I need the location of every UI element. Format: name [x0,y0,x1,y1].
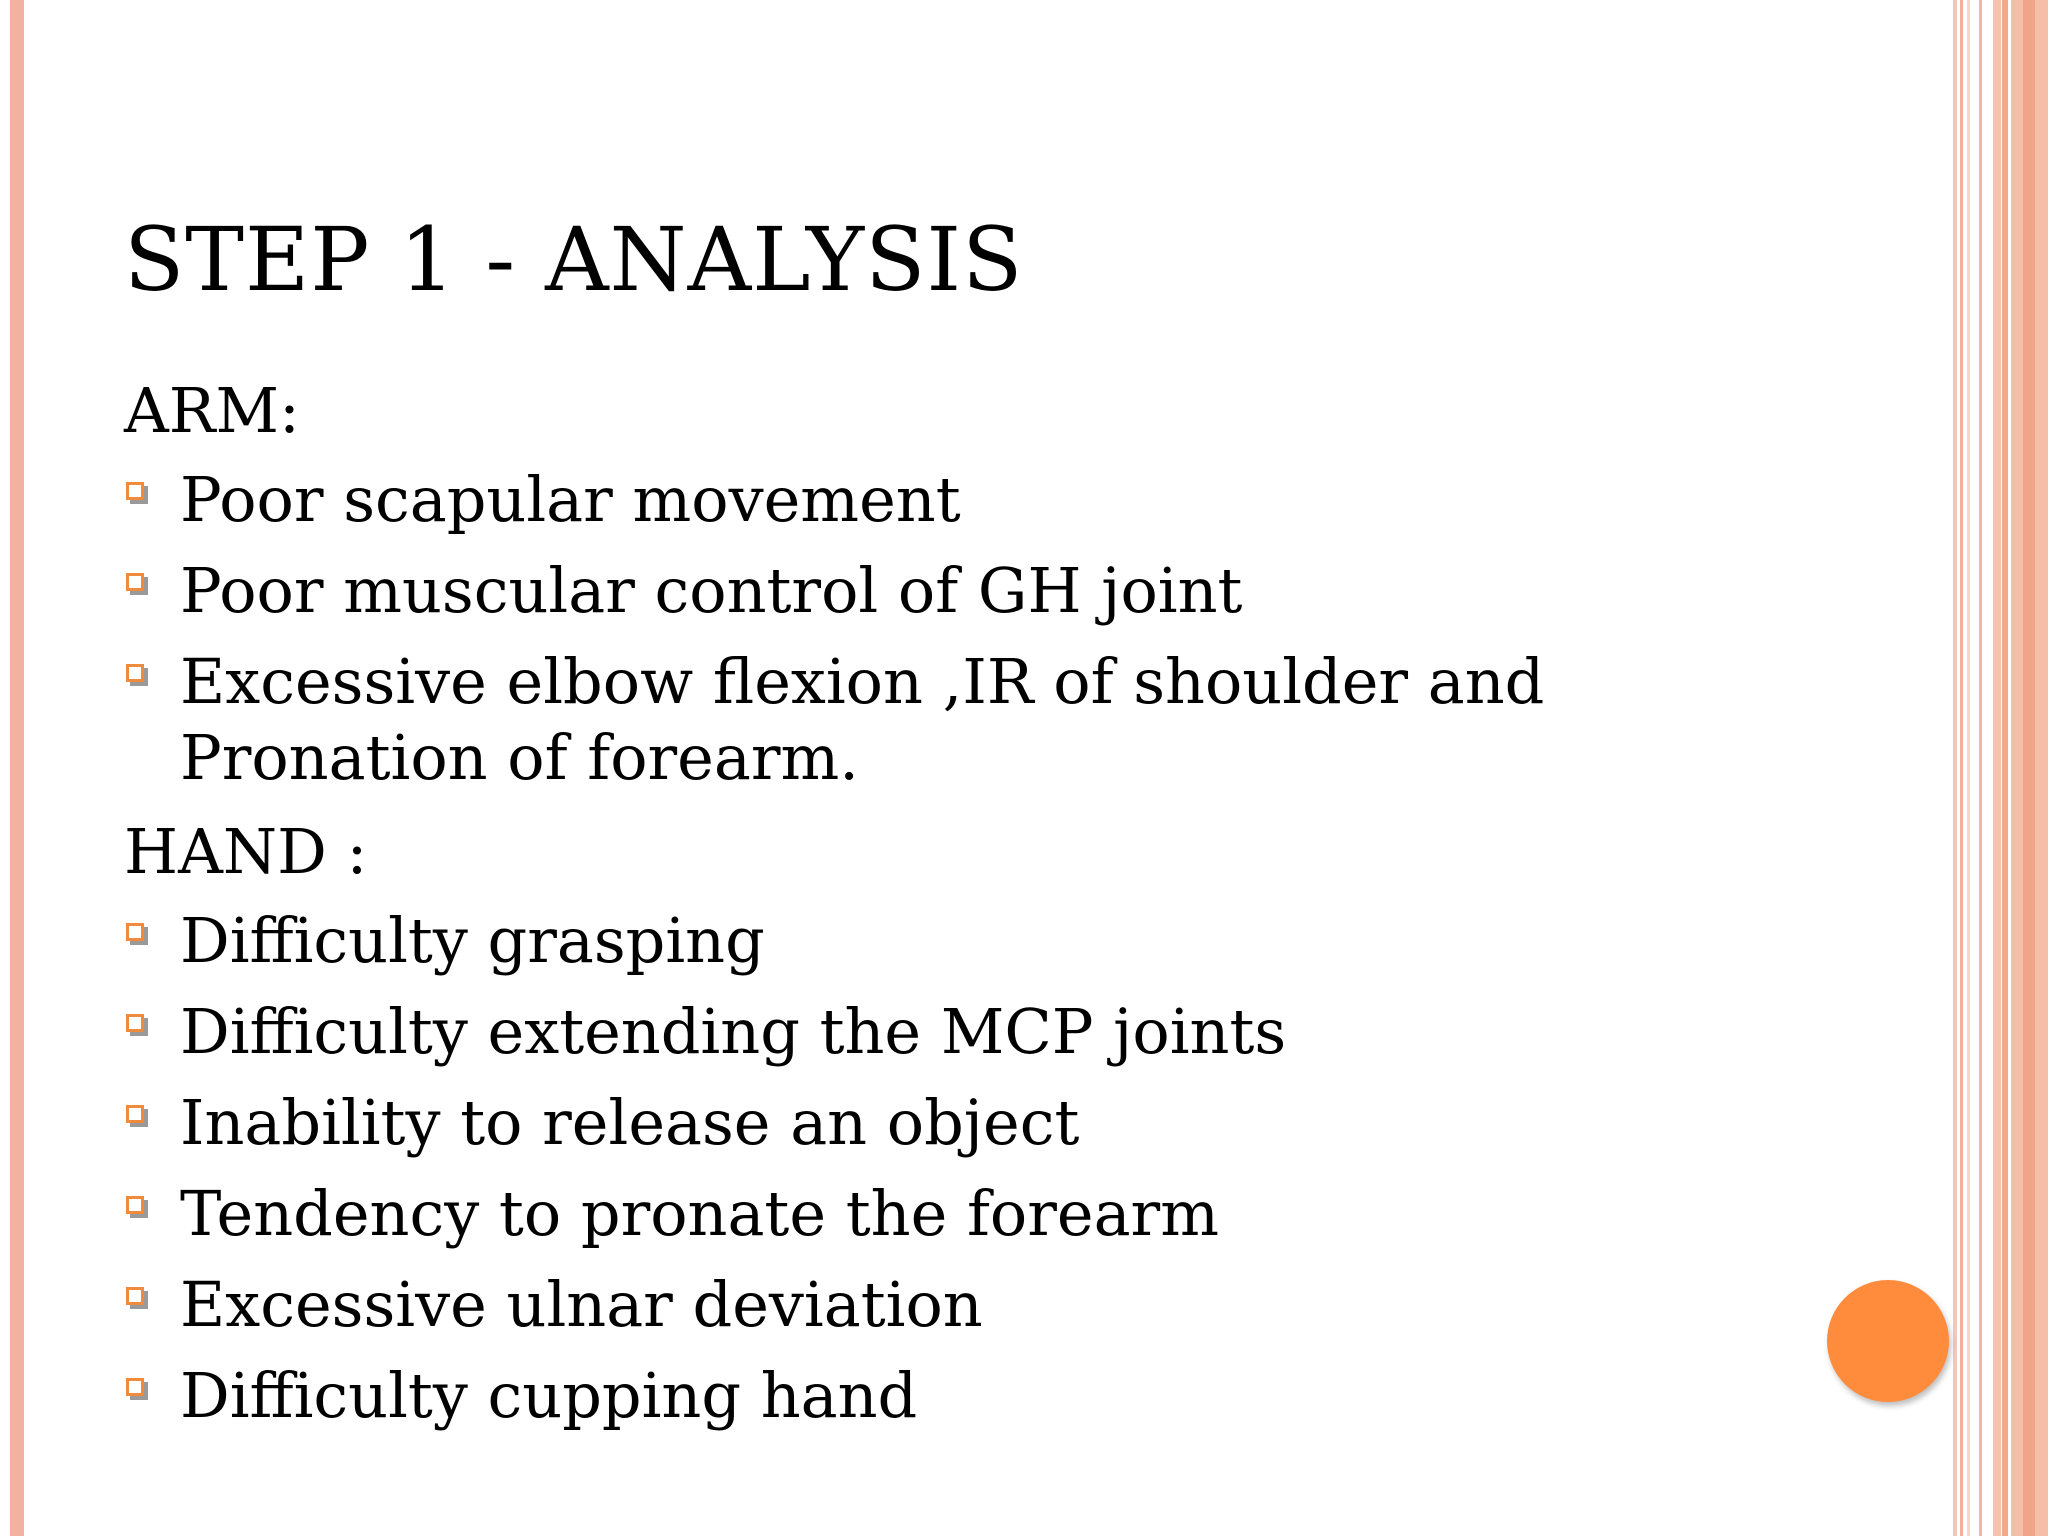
list-item [124,903,1824,979]
stripe [1960,0,1963,1536]
slide-title: STEP 1 - ANALYSIS [124,208,1024,311]
slide-content [124,370,1824,1449]
list-item-text: Poor muscular control of GH joint [180,554,1243,627]
section-heading-hand: HAND : [124,815,368,888]
stripe [1979,0,1982,1536]
list-item [124,553,1824,629]
stripe [1953,0,1957,1536]
list-item-text: Excessive ulnar deviation [180,1268,983,1341]
list-item-text: Difficulty extending the MCP joints [180,995,1287,1068]
list-item [124,1085,1824,1161]
list-item [124,462,1824,538]
section-heading-arm: ARM: [124,374,300,447]
square-bullet-icon [126,664,148,686]
stripe [2023,0,2035,1536]
square-bullet-icon [126,1196,148,1218]
list-item-text: Difficulty cupping hand [180,1359,918,1432]
orange-circle-decoration [1827,1280,1949,1402]
list-item [124,1358,1824,1434]
list-item [124,644,1824,796]
list-item-text: Difficulty grasping [180,904,765,977]
square-bullet-icon [126,1287,148,1309]
list-item [124,1267,1824,1343]
list-item-text: Poor scapular movement [180,463,961,536]
square-bullet-icon [126,573,148,595]
list-item-text: Excessive elbow flexion ,IR of shoulder and Pronation of forearm. [180,645,1545,794]
stripe [1993,0,2001,1536]
square-bullet-icon [126,1105,148,1127]
square-bullet-icon [126,923,148,945]
right-decorative-stripes [1953,0,2048,1536]
list-item [124,1176,1824,1252]
square-bullet-icon [126,1378,148,1400]
list-item-text: Inability to release an object [180,1086,1080,1159]
stripe [1967,0,1970,1536]
list-item [124,994,1824,1070]
list-item-text: Tendency to pronate the forearm [180,1177,1219,1250]
square-bullet-icon [126,1014,148,1036]
stripe [2002,0,2008,1536]
left-decorative-strip [10,0,24,1536]
square-bullet-icon [126,482,148,504]
